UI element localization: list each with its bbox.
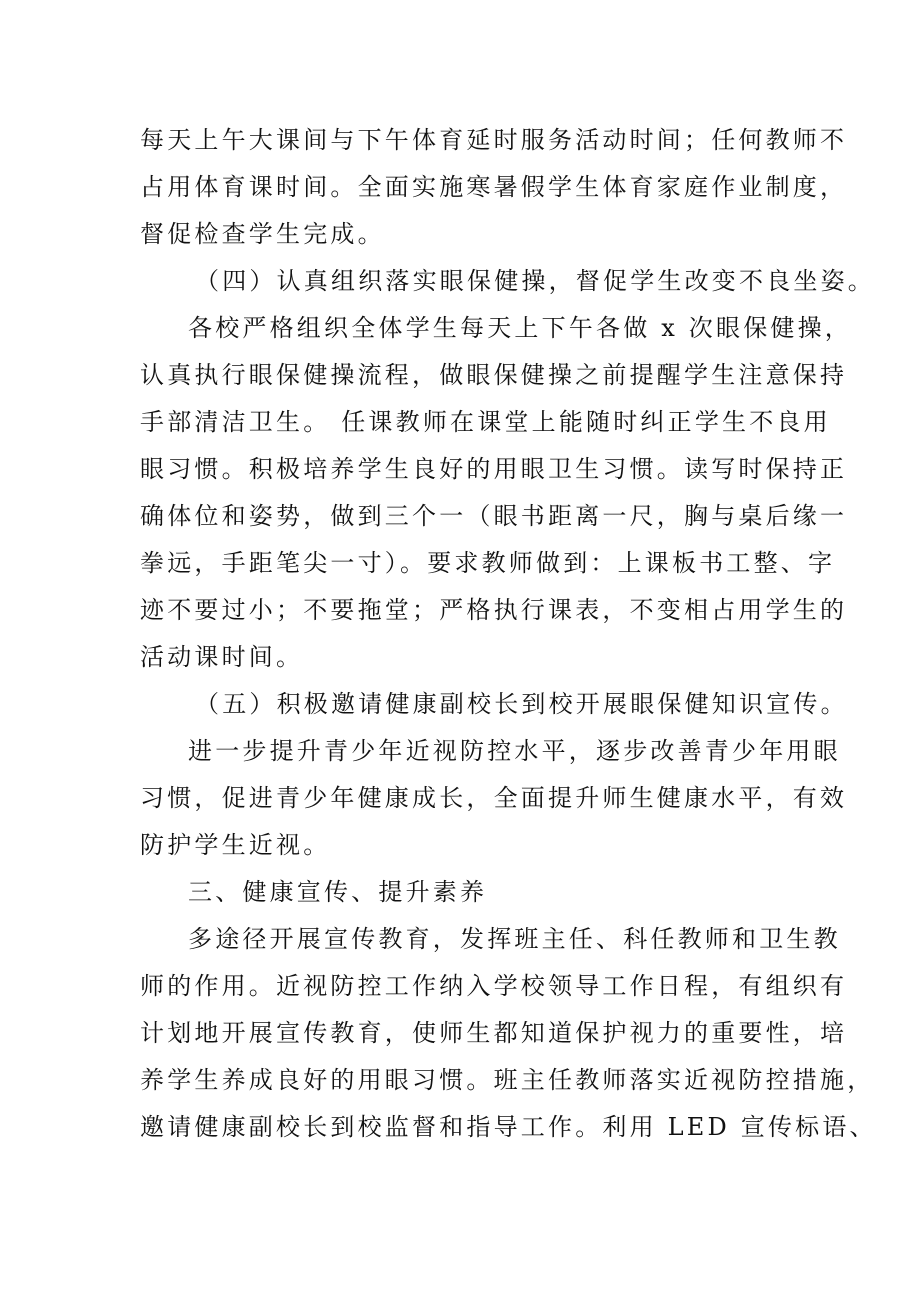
body-line: 认真执行眼保健操流程，做眼保健操之前提醒学生注意保持 [140,361,848,389]
body-line: 邀请健康副校长到校监督和指导工作。利用 LED 宣传标语、 [140,1113,877,1141]
body-line: 防护学生近视。 [140,831,331,859]
paragraph-first-line: 各校严格组织全体学生每天上下午各做 x 次眼保健操， [188,314,852,342]
body-line: 养学生养成良好的用眼习惯。班主任教师落实近视防控措施， [140,1066,875,1094]
chapter-heading-3: 三、健康宣传、提升素养 [188,878,488,906]
body-line: 督促检查学生完成。 [140,220,385,248]
section-heading-4: （四）认真组织落实眼保健操，督促学生改变不良坐姿。 [195,267,875,295]
body-line: 计划地开展宣传教育，使师生都知道保护视力的重要性，培 [140,1019,848,1047]
body-line: 师的作用。近视防控工作纳入学校领导工作日程，有组织有 [140,972,848,1000]
body-line: 每天上午大课间与下午体育延时服务活动时间；任何教师不 [140,126,848,154]
body-line: 拳远，手距笔尖一寸）。要求教师做到：上课板书工整、字 [140,549,836,577]
paragraph-first-line: 多途径开展宣传教育，发挥班主任、科任教师和卫生教 [188,925,841,953]
body-line: 眼习惯。积极培养学生良好的用眼卫生习惯。读写时保持正 [140,455,848,483]
body-line: 确体位和姿势，做到三个一（眼书距离一尺，胸与桌后缘一 [140,502,848,530]
body-line: 活动课时间。 [140,643,304,671]
body-line: 手部清洁卫生。 任课教师在课堂上能随时纠正学生不良用 [140,408,831,436]
body-line: 习惯，促进青少年健康成长，全面提升师生健康水平，有效 [140,784,848,812]
body-line: 占用体育课时间。全面实施寒暑假学生体育家庭作业制度， [140,173,848,201]
paragraph-first-line: 进一步提升青少年近视防控水平，逐步改善青少年用眼 [188,737,841,765]
section-heading-5: （五）积极邀请健康副校长到校开展眼保健知识宣传。 [195,690,848,718]
body-line: 迹不要过小；不要拖堂；严格执行课表，不变相占用学生的 [140,596,848,624]
document-body [140,117,877,1151]
